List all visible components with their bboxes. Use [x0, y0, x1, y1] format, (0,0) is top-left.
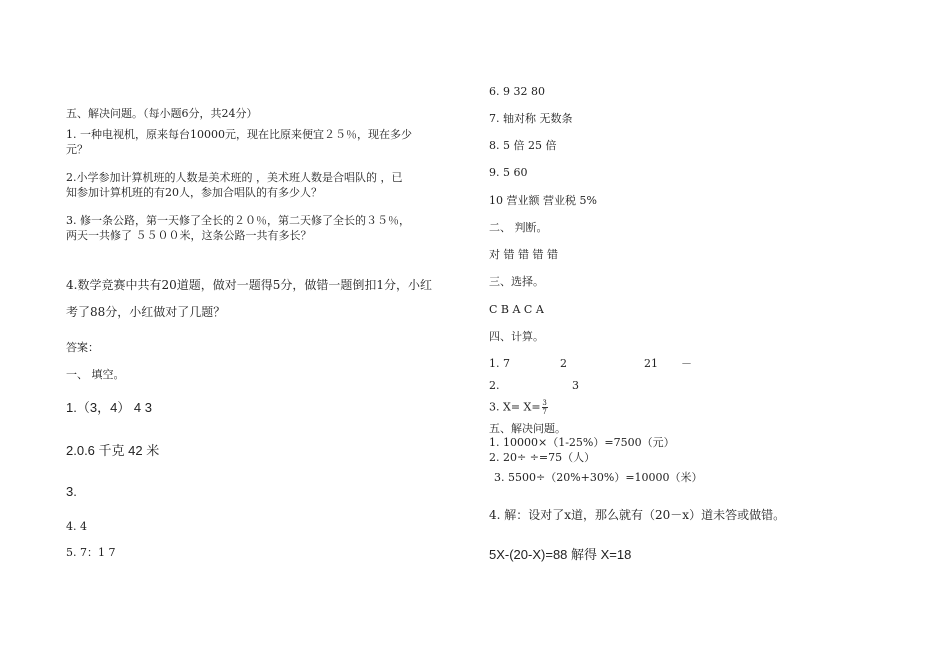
calc-1-a: 1. 7	[489, 357, 510, 370]
question-4-line-2: 考了88分，小红做对了几题？	[66, 305, 226, 319]
question-1-line-2: 元？	[66, 143, 88, 156]
section5-title: 五、解决问题。（每小题6分，共24分）	[66, 107, 258, 120]
question-2-line-1: 2.小学参加计算机班的人数是美术班的 ，美术班人数是合唱队的 ，已	[66, 171, 403, 184]
answer-1-3: 3.	[66, 484, 77, 499]
question-3-line-1: 3. 修一条公路，第一天修了全长的２０％，第二天修了全长的３５％，	[66, 214, 410, 227]
answer-1-2: 2.0.6 千克 42 米	[66, 443, 160, 458]
fraction-three-sevenths	[542, 399, 548, 416]
answer-1-9: 9. 5 60	[489, 166, 528, 179]
fraction-numerator: 3	[542, 399, 547, 407]
answer-1-1: 1.（3，4） 4 3	[66, 400, 152, 415]
question-3-line-2: 两天一共修了 ５５００米，这条公路一共有多长？	[66, 229, 312, 242]
problem-answer-4: 4. 解：设对了x道，那么就有（20－x）道未答或做错。	[489, 508, 786, 522]
calc-1-c: 21	[644, 357, 658, 370]
answer-1-6: 6. 9 32 80	[489, 85, 545, 98]
section3-title: 三、选择。	[489, 275, 544, 288]
problem-answer-1: 1. 10000×（1-25%）=7500（元）	[489, 436, 675, 449]
question-1-line-1: 1. 一种电视机，原来每台10000元，现在比原来便宜２５％，现在多少	[66, 128, 412, 141]
section2-title: 二、 判断。	[489, 221, 548, 234]
calc-1-d: －	[681, 357, 692, 370]
question-4-line-1: 4.数学竞赛中共有20道题，做对一题得5分，做错一题倒扣1分，小红	[66, 278, 432, 292]
choice-answers: C B A C A	[489, 303, 544, 316]
section4-title: 四、计算。	[489, 330, 544, 343]
judgement-answers: 对 错 错 错 错	[489, 248, 558, 261]
calc-1-b: 2	[560, 357, 567, 370]
answer-1-8: 8. 5 倍 25 倍	[489, 139, 557, 152]
section5-answers-title: 五、解决问题。	[489, 422, 566, 435]
calc-2-a: 2.	[489, 379, 500, 392]
calc-3-text: 3. X= X=	[489, 400, 541, 414]
problem-answer-4-equation: 5X-(20-X)=88 解得 X=18	[489, 547, 632, 562]
question-2-line-2: 知参加计算机班的有20人，参加合唱队的有多少人？	[66, 186, 322, 199]
fraction-denominator: 7	[542, 408, 547, 416]
calc-3	[489, 399, 548, 416]
answer-1-5: 5. 7：1 7	[66, 546, 116, 559]
answer-1-10: 10 营业额 营业税 5%	[489, 194, 597, 207]
answer-section-1-title: 一、 填空。	[66, 368, 125, 381]
answer-1-4: 4. 4	[66, 520, 87, 533]
answer-1-7: 7. 轴对称 无数条	[489, 112, 573, 125]
answer-label: 答案：	[66, 341, 99, 354]
calc-2-b: 3	[572, 379, 579, 392]
problem-answer-2: 2. 20÷ ÷=75（人）	[489, 451, 596, 464]
problem-answer-3: 3. 5500÷（20%+30%）=10000（米）	[494, 471, 703, 484]
